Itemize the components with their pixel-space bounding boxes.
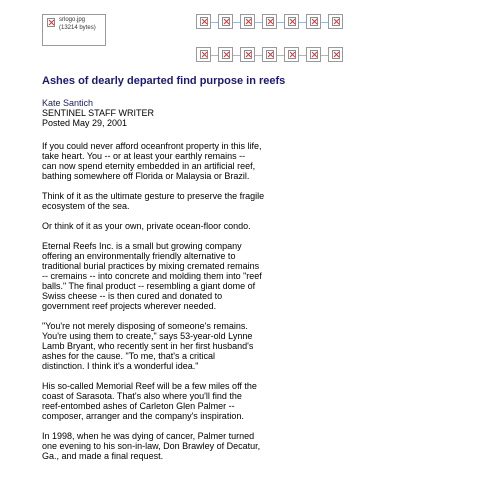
byline-posted-date: Posted May 29, 2001 [42, 118, 128, 128]
paragraph-line: reef-entombed ashes of Carleton Glen Palmer -- [42, 401, 235, 411]
paragraph-line: balls." The final product -- resembling a giant dome of [42, 281, 256, 291]
logo-filename: srlogo.jpg [59, 17, 86, 23]
paragraph-line: In 1998, when he was dying of cancer, Palmer turned [42, 431, 255, 441]
paragraph-line: You're using them to create," says 53-year-old Lynne [42, 331, 253, 341]
broken-image-icon [310, 17, 318, 26]
broken-image-icon [200, 50, 208, 59]
broken-image-icon [332, 50, 340, 59]
nav-image-link[interactable] [196, 47, 211, 62]
broken-image-icon [244, 50, 252, 59]
article-headline: Ashes of dearly departed find purpose in reefs [42, 75, 286, 87]
paragraph-line: ecosystem of the sea. [42, 201, 130, 211]
paragraph-line: composer, arranger and the company's inspiration. [42, 411, 244, 421]
nav-image-link[interactable] [218, 14, 233, 29]
broken-image-icon [266, 50, 274, 59]
paragraph-line: If you could never afford oceanfront property in this life, [42, 141, 262, 151]
nav-image-link[interactable] [240, 14, 255, 29]
broken-image-icon [310, 50, 318, 59]
nav-image-link[interactable] [262, 14, 277, 29]
broken-image-icon [288, 17, 296, 26]
paragraph-line: one evening to his son-in-law, Don Brawley of Decatur, [42, 441, 261, 451]
nav-image-link[interactable] [240, 47, 255, 62]
paragraph-line: ashes for the cause. "To me, that's a critical [42, 351, 215, 361]
nav-image-link[interactable] [284, 14, 299, 29]
paragraph-line: bathing somewhere off Florida or Malaysia or Brazil. [42, 171, 250, 181]
paragraph-line: Swiss cheese -- is then cured and donated to [42, 291, 223, 301]
nav-image-link[interactable] [262, 47, 277, 62]
nav-image-link[interactable] [328, 14, 343, 29]
nav-image-link[interactable] [306, 47, 321, 62]
broken-image-icon [244, 17, 252, 26]
broken-image-icon [200, 17, 208, 26]
paragraph-line: His so-called Memorial Reef will be a few miles off the [42, 381, 257, 391]
paragraph-line: -- cremains -- into concrete and molding them into "reef [42, 271, 262, 281]
paragraph-line: coast of Sarasota. That's also where you'll find the [42, 391, 242, 401]
article-paragraph [42, 321, 342, 371]
article-body [42, 141, 342, 471]
article-paragraph [42, 431, 342, 461]
article-paragraph [42, 221, 342, 231]
paragraph-line: government reef projects wherever needed. [42, 301, 217, 311]
broken-image-icon [332, 17, 340, 26]
broken-image-icon [288, 50, 296, 59]
paragraph-line: Think of it as the ultimate gesture to preserve the fragile [42, 191, 265, 201]
article-paragraph [42, 381, 342, 421]
paragraph-line: "You're not merely disposing of someone's remains. [42, 321, 248, 331]
broken-image-icon [266, 17, 274, 26]
broken-image-icon [222, 17, 230, 26]
paragraph-line: take heart. You -- or at least your earthly remains -- [42, 151, 246, 161]
nav-image-link[interactable] [306, 14, 321, 29]
article-paragraph [42, 141, 342, 181]
paragraph-line: can now spend eternity embedded in an artificial reef, [42, 161, 256, 171]
paragraph-line: offering an environmentally friendly alternative to [42, 251, 236, 261]
logo-image-placeholder [42, 14, 106, 46]
paragraph-line: Eternal Reefs Inc. is a small but growing company [42, 241, 242, 251]
article-paragraph [42, 241, 342, 311]
nav-image-link[interactable] [328, 47, 343, 62]
byline-role: SENTINEL STAFF WRITER [42, 108, 155, 118]
nav-image-link[interactable] [196, 14, 211, 29]
nav-image-link[interactable] [218, 47, 233, 62]
paragraph-line: traditional burial practices by mixing cremated remains [42, 261, 260, 271]
byline [42, 98, 154, 128]
broken-image-icon [47, 18, 55, 27]
broken-image-icon [222, 50, 230, 59]
paragraph-line: Or think of it as your own, private ocean-floor condo. [42, 221, 251, 231]
paragraph-line: Ga., and made a final request. [42, 451, 164, 461]
article-paragraph [42, 191, 342, 211]
paragraph-line: distinction. I think it's a wonderful idea." [42, 361, 199, 371]
byline-author: Kate Santich [42, 98, 94, 108]
nav-image-link[interactable] [284, 47, 299, 62]
paragraph-line: Lamb Bryant, who recently sent in her first husband's [42, 341, 254, 351]
logo-filesize: (13214 bytes) [59, 25, 96, 31]
